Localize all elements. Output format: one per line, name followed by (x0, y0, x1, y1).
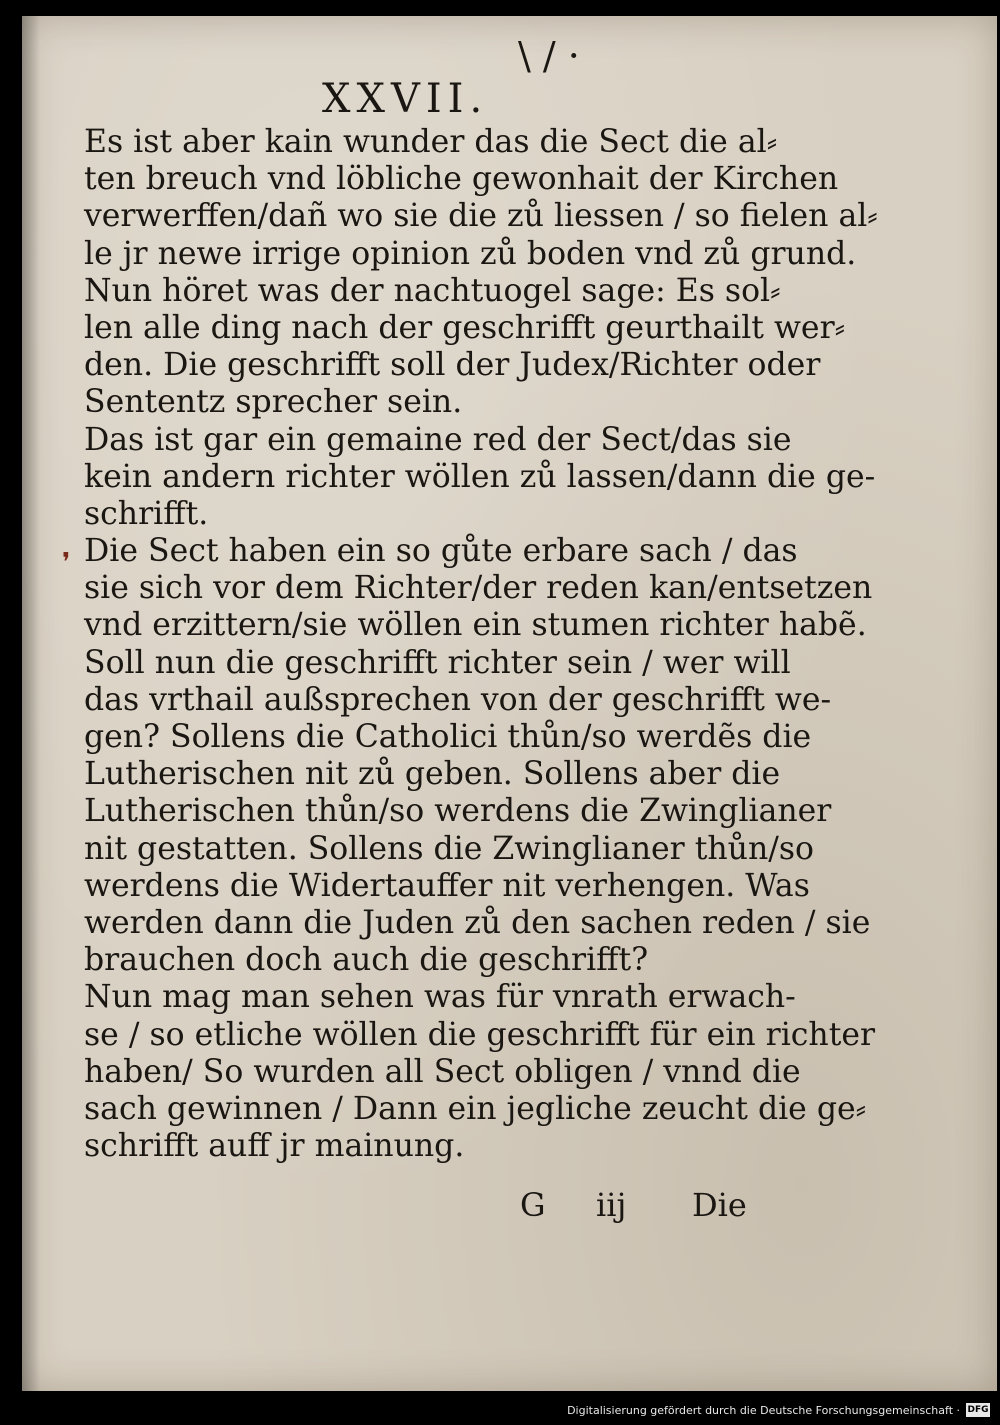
text-line: werdens die Widertauffer nit verhengen. Was (84, 867, 810, 904)
text-line: den. Die geschrifft soll der Judex/Richter oder (84, 347, 821, 384)
text-line: schrifft. (84, 495, 209, 532)
paragraph-mark-icon: ❜ (62, 548, 71, 578)
text-line: schrifft auff jr mainung. (84, 1128, 465, 1165)
text-line: Nun mag man sehen was für vnrath erwach- (84, 979, 796, 1016)
text-line: kein andern richter wöllen zů lassen/dann die ge- (84, 458, 876, 495)
text-line: nit gestatten. Sollens die Zwinglianer thůn/so (84, 830, 814, 867)
text-line: brauchen doch auch die geschrifft? (84, 942, 649, 979)
text-line: Lutherischen nit zů geben. Sollens aber die (84, 756, 781, 793)
signature-number: iij (596, 1186, 627, 1224)
text-line: Sententz sprecher sein. (84, 384, 463, 421)
text-line: Soll nun die geschrifft richter sein / wer will (84, 644, 791, 681)
text-line: das vrthail außsprechen von der geschrifft we- (84, 681, 832, 718)
text-line: Es ist aber kain wunder das die Sect die al⸗ (84, 124, 778, 160)
catchword: Die (692, 1186, 747, 1224)
signature-letter: G (520, 1186, 546, 1224)
text-line: Nun höret was der nachtuogel sage: Es sol⸗ (84, 272, 781, 309)
text-line: sach gewinnen / Dann ein jegliche zeucht die ge⸗ (84, 1090, 867, 1127)
text-line: sie sich vor dem Richter/der reden kan/entsetzen (84, 570, 873, 607)
page-gutter-shadow (22, 16, 40, 1391)
text-line: haben/ So wurden all Sect obligen / vnnd die (84, 1053, 801, 1090)
text-line: Lutherischen thůn/so werdens die Zwinglianer (84, 793, 832, 830)
text-line: Die Sect haben ein so gůte erbare sach / das (84, 533, 798, 570)
digitization-credit: Digitalisierung gefördert durch die Deutsche Forschungsgemeinschaft · (567, 1404, 960, 1417)
text-line: Das ist gar ein gemaine red der Sect/das sie (84, 421, 792, 458)
folio-number: XXVII. (322, 76, 489, 122)
folio-handwritten-mark: \ / · (518, 34, 580, 78)
text-line: len alle ding nach der geschrifft geurthailt wer⸗ (84, 309, 846, 346)
text-line: gen? Sollens die Catholici thůn/so werdẽs die (84, 719, 812, 755)
text-line: ten breuch vnd löbliche gewonhait der Kirchen (84, 161, 839, 198)
text-line: vnd erzittern/sie wöllen ein stumen richter habẽ. (84, 607, 867, 644)
text-line: verwerffen/dañ wo sie die zů liessen / so fielen al⸗ (84, 198, 878, 235)
body-text (84, 124, 878, 1165)
text-line: se / so etliche wöllen die geschrifft für ein richter (84, 1016, 876, 1053)
dfg-logo-icon: DFG (967, 1405, 989, 1415)
text-line: werden dann die Juden zů den sachen reden / sie (84, 904, 871, 941)
text-line: le jr newe irrige opinion zů boden vnd zů grund. (84, 235, 857, 272)
